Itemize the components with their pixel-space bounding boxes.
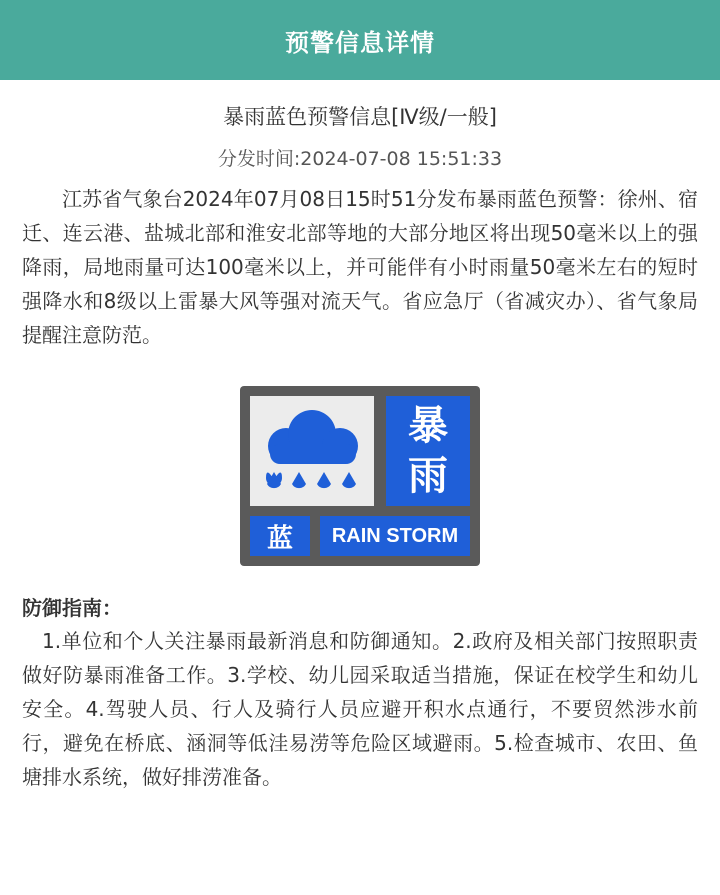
warning-body: 江苏省气象台2024年07月08日15时51分发布暴雨蓝色预警：徐州、宿迁、连云港、盐城北部和淮安北部等地的大部分地区将出现50毫米以上的强降雨，局地雨量可达100毫米以上，并可能伴有小时雨量50毫米左右的短时强降水和8级以上雷暴大风等强对流天气。省应急厅（省减灾办）、省气象局提醒注意防范。 <box>22 187 698 347</box>
guide-heading: 防御指南： <box>22 596 122 620</box>
page-title: 预警信息详情 <box>285 28 435 57</box>
level-color-label: 蓝 <box>250 516 310 556</box>
page-header <box>0 0 720 80</box>
warning-title: 暴雨蓝色预警信息[Ⅳ级/一般] <box>223 105 497 129</box>
char-bao: 暴 <box>408 403 448 449</box>
rainstorm-blue-warning-icon <box>240 386 480 566</box>
guide-text: 1.单位和个人关注暴雨最新消息和防御通知。2.政府及相关部门按照职责做好防暴雨准备工作。3.学校、幼儿园采取适当措施，保证在校学生和幼儿安全。4.驾驶人员、行人及骑行人员应避开积水点通行，不要贸然涉水前行，避免在桥底、涵洞等低洼易涝等危险区域避雨。5.检查城市、农田、鱼塘排水系统，做好排涝准备。 <box>22 629 698 789</box>
issue-time: 分发时间:2024-07-08 15:51:33 <box>217 148 503 170</box>
char-yu: 雨 <box>408 453 448 499</box>
cloud-rain-icon <box>250 396 374 506</box>
storm-label-chinese <box>386 396 470 506</box>
main-content <box>0 102 720 794</box>
storm-label-english: RAIN STORM <box>320 516 470 556</box>
